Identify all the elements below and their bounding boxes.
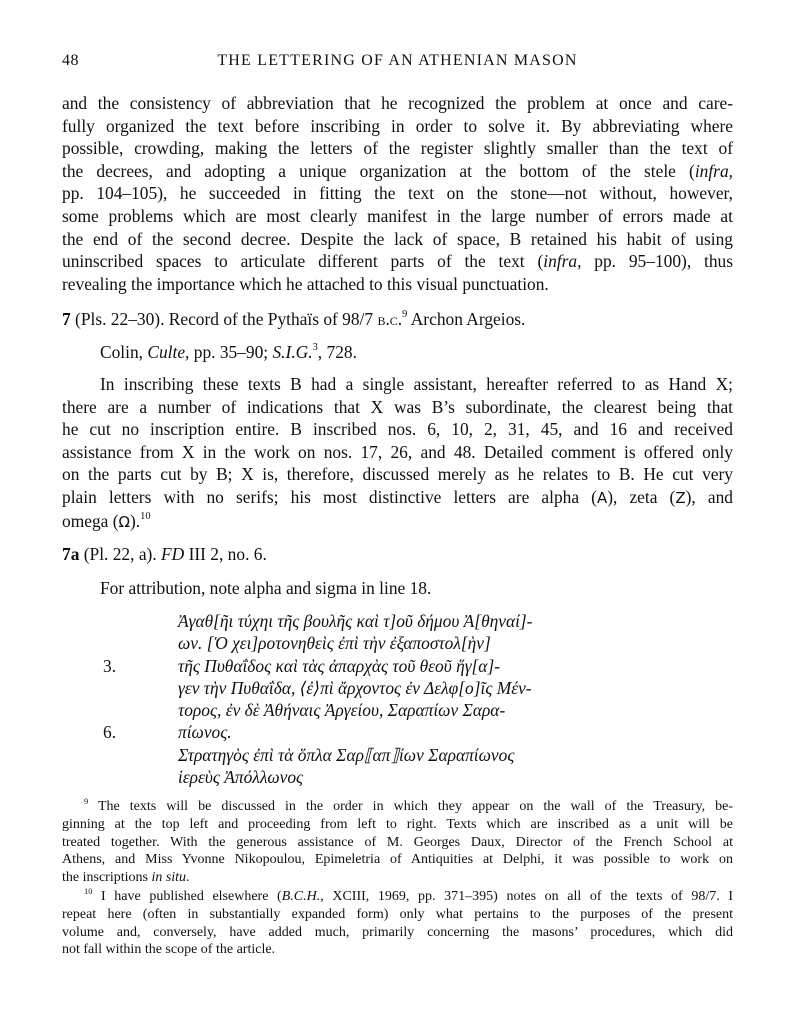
footnote-9: [62, 798, 733, 887]
entry-number: 7a: [62, 544, 80, 564]
sig-abbrev: S.I.G.: [272, 342, 313, 362]
line-number: 6.: [103, 722, 117, 743]
text-line: repeat here (often in substantially expanded form) only what pertains to the purposes of the present: [62, 906, 733, 922]
inscription-line: Στρατηγὸς ἐπὶ τὰ ὅπλα Σαρ⟦απ⟧ίων Σαραπίωνος: [178, 744, 515, 765]
footnote-ref-10[interactable]: 10: [140, 510, 151, 522]
footnotes: [62, 798, 733, 959]
footnote-marker: 10: [84, 886, 93, 896]
text-line: and the consistency of abbreviation that he recognized the problem at once and care-: [62, 93, 733, 113]
omega-glyph-icon: Ω: [118, 512, 130, 531]
text-line: there are a number of indications that X was B’s subordinate, the clearest being that: [62, 396, 733, 417]
text-line: the inscriptions in situ.: [62, 870, 190, 886]
footnote-marker: 9: [84, 796, 89, 806]
text-line: treated together. With the generous assistance of M. Georges Daux, Director of the French School at: [62, 834, 733, 850]
bibliography-line: Colin, Culte, pp. 35–90; S.I.G.$^3$, 728.: [100, 342, 357, 362]
text-line: volume and, conversely, have added much, primarily concerning the masons’ procedures, which did: [62, 924, 733, 940]
greek-inscription: [62, 610, 733, 788]
text-line: uninscribed spaces to articulate different parts of the text (infra, pp. 95–100), thus: [62, 251, 733, 272]
text-line: he cut no inscription entire. B inscribed nos. 6, 10, 2, 31, 45, and 16 and received: [62, 419, 733, 440]
infra-ref: infra,: [543, 251, 582, 272]
text-line: the decrees, and adopting a unique organization at the bottom of the stele (infra,: [62, 160, 733, 181]
text-line: ginning at the top left and proceeding from left to right. Texts which are inscribed as a unit will be: [62, 816, 733, 832]
inscription-line: 3. τῆς Πυθαΐδος καὶ τὰς ἀπαρχὰς τοῦ θεοῦ ἥγ[α]-: [103, 655, 500, 676]
infra-ref: infra,: [694, 160, 733, 181]
text-line: on the parts cut by B; X is, therefore, discussed merely as he relates to B. He cut very: [62, 464, 733, 485]
attribution-note: For attribution, note alpha and sigma in line 18.: [100, 578, 432, 598]
inscription-line: Ἀγαθ[ῆι τύχηι τῆς βουλῆς καὶ τ]οῦ δήμου Ἀ[θηναί]-: [178, 611, 533, 631]
text-line: pp. 104–105), he succeeded in fitting the text on the stone—not without, however,: [62, 183, 733, 204]
inscription-line: τορος, ἐν δὲ Ἀθήναις Ἀργείου, Σαραπίων Σαρα-: [178, 700, 506, 721]
text-line: assistance from X in the work on nos. 17, 26, and 48. Detailed comment is offered only: [62, 441, 733, 462]
zeta-glyph-icon: Z: [675, 488, 686, 507]
entry-7-heading: 7 (Pls. 22–30). Record of the Pythaïs of 98/7 b.c.$^9$ Archon Argeios.: [62, 309, 526, 329]
text-line: $^{10}$ I have published elsewhere (B.C.H., XCIII, 1969, pp. 371–395) notes on all of the texts of 98/7. I: [84, 886, 734, 904]
inscription-line: γεν τὴν Πυθαΐδα, ⟨ἐ⟩πὶ ἄρχοντος ἐν Δελφ[ο]ῖς Μέν-: [178, 677, 532, 698]
text-line: Athens, and Miss Yvonne Nikopoulou, Epimeletria of Antiquities at Delphi, it was possible to work on: [62, 852, 733, 868]
text-line: plain letters with no serifs; his most distinctive letters are alpha (A), zeta (Z), and: [62, 486, 733, 510]
page-number: 48: [62, 52, 79, 69]
inscription-line: ἱερεὺς Ἀπόλλωνος: [178, 767, 304, 788]
text-line: fully organized the text before inscribing in order to solve it. By abbreviating where: [62, 115, 733, 136]
text-line: $^9$ The texts will be discussed in the order in which they appear on the wall of the Treasury, be-: [84, 796, 734, 814]
text-line: revealing the importance which he attached to this visual punctuation.: [62, 273, 549, 294]
inscription-line: ων. [Ὁ χει]ροτονηθεὶς ἐπὶ τὴν ἐξαποστολ[ὴν]: [178, 633, 491, 654]
inscription-line: 6. πίωνος.: [103, 722, 232, 743]
text-line: omega (Ω).$^{10}$: [62, 510, 733, 534]
entry-7a-heading: 7a (Pl. 22, a). FD III 2, no. 6.: [62, 544, 267, 564]
text-line: In inscribing these texts B had a single assistant, hereafter referred to as Hand X;: [100, 374, 733, 394]
footnote-ref-9[interactable]: 9: [402, 309, 408, 321]
fd-abbrev: FD: [161, 544, 185, 564]
bc-label: b.c.: [377, 309, 403, 329]
alpha-glyph-icon: A: [596, 488, 608, 507]
running-title: THE LETTERING OF AN ATHENIAN MASON: [217, 52, 578, 69]
paragraph-2: [62, 373, 733, 533]
line-number: 3.: [103, 655, 117, 676]
text-line: not fall within the scope of the article.: [62, 942, 276, 958]
text-line: some problems which are most clearly manifest in the large number of errors made at: [62, 205, 733, 226]
paragraph-1: [62, 92, 733, 295]
text-line: the end of the second decree. Despite the lack of space, B retained his habit of using: [62, 228, 733, 249]
footnote-10: [62, 888, 733, 959]
work-title: Culte: [147, 342, 186, 362]
entry-number: 7: [62, 309, 71, 329]
text-line: possible, crowding, making the letters of the register slightly smaller than the text of: [62, 138, 733, 159]
